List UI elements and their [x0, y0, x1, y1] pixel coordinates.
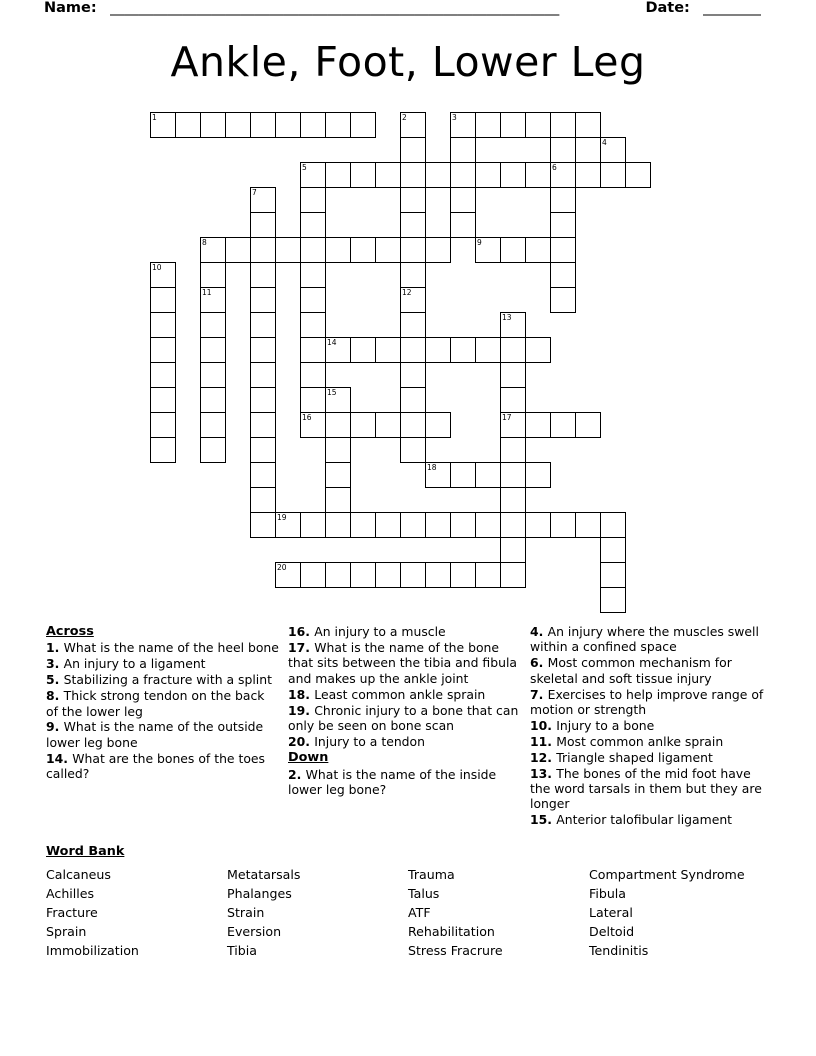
clue-number: 19.: [288, 702, 315, 718]
clue-text: Anterior talofibular ligament: [556, 812, 733, 828]
clue-number: 3.: [46, 656, 64, 672]
crossword-cell[interactable]: [475, 562, 501, 588]
crossword-cell[interactable]: [200, 237, 226, 263]
word-bank-item: Fracture: [46, 905, 98, 920]
crossword-cell[interactable]: [400, 137, 426, 163]
crossword-cell[interactable]: [150, 337, 176, 363]
clue-section-heading: Across: [46, 624, 94, 639]
clue-item: [46, 656, 280, 671]
crossword-cell[interactable]: [400, 337, 426, 363]
crossword-cell[interactable]: [225, 112, 251, 138]
crossword-cell[interactable]: [150, 387, 176, 413]
clue-item: [530, 812, 764, 827]
crossword-cell[interactable]: [350, 337, 376, 363]
crossword-cell[interactable]: [300, 237, 326, 263]
crossword-cell-number: 17: [502, 413, 512, 422]
crossword-cell[interactable]: [400, 412, 426, 438]
crossword-cell[interactable]: [250, 237, 276, 263]
crossword-cell[interactable]: [275, 512, 301, 538]
clue-text: The bones of the mid foot have the word tarsals in them but they are longer: [530, 765, 762, 812]
crossword-cell[interactable]: [400, 237, 426, 263]
word-bank-item: Eversion: [227, 924, 282, 939]
crossword-cell[interactable]: [200, 437, 226, 463]
clue-text: What is the name of the inside lower leg bone?: [288, 766, 497, 798]
crossword-cell-number: 6: [552, 163, 557, 172]
crossword-cell[interactable]: [550, 212, 576, 238]
crossword-cell[interactable]: [525, 512, 551, 538]
clue-text: Stabilizing a fracture with a splint: [63, 672, 272, 688]
crossword-cell[interactable]: [550, 412, 576, 438]
crossword-cell-number: 13: [502, 313, 512, 322]
crossword-cell[interactable]: [275, 562, 301, 588]
crossword-cell-number: 7: [252, 188, 257, 197]
word-bank-item: Immobilization: [46, 943, 139, 958]
crossword-cell[interactable]: [300, 212, 326, 238]
clue-number: 15.: [530, 812, 557, 828]
crossword-cell-number: 18: [427, 463, 437, 472]
name-date-line: [44, 0, 772, 16]
clue-item: [46, 640, 280, 655]
crossword-cell[interactable]: [350, 112, 376, 138]
crossword-cell[interactable]: [250, 487, 276, 513]
crossword-cell-number: 12: [402, 288, 412, 297]
word-bank-item: Compartment Syndrome: [589, 867, 745, 882]
clue-section-heading: Down: [288, 750, 329, 766]
clue-text: What are the bones of the toes called?: [46, 750, 265, 782]
crossword-cell[interactable]: [625, 162, 651, 188]
crossword-cell[interactable]: [250, 512, 276, 538]
crossword-cell[interactable]: [200, 412, 226, 438]
name-blank-rule: ______________________________________________________________: [109, 0, 560, 16]
crossword-cell-number: 15: [327, 388, 337, 397]
crossword-cell[interactable]: [425, 512, 451, 538]
crossword-cell[interactable]: [500, 462, 526, 488]
clue-number: 8.: [46, 688, 64, 704]
crossword-cell[interactable]: [400, 437, 426, 463]
crossword-cell[interactable]: [400, 512, 426, 538]
crossword-cell[interactable]: [400, 387, 426, 413]
crossword-cell[interactable]: [250, 337, 276, 363]
clue-number: 18.: [288, 686, 315, 702]
crossword-cell[interactable]: [350, 562, 376, 588]
word-bank-item: Trauma: [408, 867, 455, 882]
crossword-cell[interactable]: [425, 337, 451, 363]
clue-number: 14.: [46, 750, 73, 766]
crossword-cell[interactable]: [550, 512, 576, 538]
word-bank-item: Phalanges: [227, 886, 292, 901]
crossword-cell[interactable]: [325, 412, 351, 438]
crossword-cell[interactable]: [500, 537, 526, 563]
crossword-cell[interactable]: [500, 412, 526, 438]
crossword-cell[interactable]: [400, 112, 426, 138]
crossword-cell[interactable]: [150, 312, 176, 338]
crossword-cell[interactable]: [500, 162, 526, 188]
crossword-cell[interactable]: [550, 162, 576, 188]
crossword-cell[interactable]: [375, 337, 401, 363]
crossword-cell[interactable]: [525, 112, 551, 138]
crossword-cell[interactable]: [250, 112, 276, 138]
crossword-cell[interactable]: [325, 562, 351, 588]
clue-text: Most common anlke sprain: [556, 733, 724, 749]
crossword-cell[interactable]: [525, 412, 551, 438]
crossword-cell[interactable]: [150, 262, 176, 288]
crossword-cell[interactable]: [500, 312, 526, 338]
crossword-cell[interactable]: [300, 262, 326, 288]
word-bank-item: Metatarsals: [227, 867, 301, 882]
crossword-cell[interactable]: [250, 462, 276, 488]
clue-number: 7.: [530, 686, 548, 702]
crossword-cell[interactable]: [250, 262, 276, 288]
word-bank-item: Tibia: [227, 943, 258, 958]
crossword-cell[interactable]: [400, 262, 426, 288]
crossword-cell[interactable]: [200, 362, 226, 388]
crossword-cell[interactable]: [450, 162, 476, 188]
clue-number: 13.: [530, 765, 557, 781]
crossword-cell[interactable]: [425, 462, 451, 488]
crossword-cell[interactable]: [300, 337, 326, 363]
crossword-grid: [0, 106, 816, 626]
crossword-cell[interactable]: [325, 237, 351, 263]
crossword-cell[interactable]: [425, 562, 451, 588]
crossword-cell[interactable]: [200, 262, 226, 288]
crossword-cell[interactable]: [600, 537, 626, 563]
clue-number: 1.: [46, 640, 64, 656]
crossword-cell[interactable]: [250, 387, 276, 413]
crossword-cell-number: 3: [452, 113, 457, 122]
clue-text: Most common mechanism for skeletal and soft tissue injury: [530, 655, 732, 686]
crossword-cell[interactable]: [325, 512, 351, 538]
crossword-cell[interactable]: [250, 412, 276, 438]
crossword-cell[interactable]: [225, 237, 251, 263]
crossword-cell[interactable]: [500, 487, 526, 513]
crossword-cell[interactable]: [150, 412, 176, 438]
crossword-cell[interactable]: [375, 162, 401, 188]
clue-text: Injury to a tendon: [314, 733, 425, 749]
word-bank-column: [46, 865, 227, 960]
crossword-cell-number: 19: [277, 513, 287, 522]
crossword-cell[interactable]: [325, 387, 351, 413]
name-label: Name:: [44, 0, 97, 16]
clue-number: 5.: [46, 672, 64, 688]
crossword-cell[interactable]: [150, 437, 176, 463]
clue-number: 10.: [530, 717, 557, 733]
crossword-cell[interactable]: [550, 287, 576, 313]
crossword-cell[interactable]: [550, 187, 576, 213]
crossword-cell[interactable]: [450, 112, 476, 138]
crossword-cell[interactable]: [350, 237, 376, 263]
crossword-cell-number: 10: [152, 263, 162, 272]
clue-item: [46, 672, 280, 687]
word-bank-item: Lateral: [589, 905, 633, 920]
crossword-cell[interactable]: [300, 362, 326, 388]
word-bank-item: ATF: [408, 905, 431, 920]
crossword-cell[interactable]: [550, 112, 576, 138]
crossword-cell[interactable]: [400, 212, 426, 238]
crossword-cell[interactable]: [250, 287, 276, 313]
clue-item: [288, 687, 522, 702]
crossword-cell[interactable]: [525, 162, 551, 188]
crossword-cell[interactable]: [375, 562, 401, 588]
crossword-cell[interactable]: [550, 262, 576, 288]
crossword-cell-number: 20: [277, 563, 287, 572]
crossword-cell[interactable]: [500, 387, 526, 413]
crossword-cell[interactable]: [200, 312, 226, 338]
clue-item: [46, 719, 280, 750]
word-bank-item: Stress Fracrure: [408, 943, 503, 958]
date-label: Date:: [645, 0, 690, 16]
crossword-cell-number: 16: [302, 413, 312, 422]
clue-text: What is the name of the bone that sits between the tibia and fibula and makes up the ankle joint: [288, 639, 517, 686]
clue-item: [530, 655, 764, 686]
clue-text: An injury where the muscles swell within a confined space: [530, 624, 759, 655]
crossword-cell[interactable]: [450, 137, 476, 163]
crossword-cell[interactable]: [475, 112, 501, 138]
clue-column: [46, 624, 288, 828]
clue-column: [288, 624, 530, 828]
crossword-cell[interactable]: [300, 162, 326, 188]
crossword-cell[interactable]: [475, 237, 501, 263]
clue-text: An injury to a muscle: [314, 624, 446, 639]
clue-number: 20.: [288, 733, 315, 749]
crossword-cell[interactable]: [575, 412, 601, 438]
word-bank-section: [46, 844, 772, 960]
clues-section: [46, 624, 772, 828]
clue-item: [288, 767, 522, 798]
crossword-cell[interactable]: [300, 562, 326, 588]
crossword-cell[interactable]: [375, 412, 401, 438]
crossword-cell[interactable]: [150, 362, 176, 388]
crossword-cell-number: 5: [302, 163, 307, 172]
crossword-cell[interactable]: [600, 137, 626, 163]
crossword-cell[interactable]: [325, 112, 351, 138]
crossword-cell[interactable]: [450, 562, 476, 588]
crossword-cell[interactable]: [400, 562, 426, 588]
clue-text: What is the name of the heel bone: [63, 640, 279, 656]
crossword-cell[interactable]: [450, 462, 476, 488]
word-bank-item: Strain: [227, 905, 265, 920]
crossword-cell[interactable]: [400, 312, 426, 338]
crossword-cell[interactable]: [600, 512, 626, 538]
crossword-cell[interactable]: [575, 112, 601, 138]
crossword-cell[interactable]: [600, 562, 626, 588]
crossword-cell[interactable]: [425, 162, 451, 188]
crossword-cell[interactable]: [250, 312, 276, 338]
date-blank-rule: ________: [702, 0, 761, 16]
clue-item: [288, 703, 522, 734]
crossword-cell[interactable]: [450, 337, 476, 363]
crossword-cell[interactable]: [300, 412, 326, 438]
crossword-cell[interactable]: [475, 462, 501, 488]
clue-number: 2.: [288, 766, 306, 782]
crossword-cell[interactable]: [150, 287, 176, 313]
crossword-cell[interactable]: [300, 112, 326, 138]
crossword-cell[interactable]: [250, 187, 276, 213]
crossword-cell[interactable]: [300, 512, 326, 538]
crossword-cell-number: 1: [152, 113, 157, 122]
crossword-cell[interactable]: [600, 587, 626, 613]
crossword-cell[interactable]: [300, 187, 326, 213]
crossword-cell[interactable]: [275, 237, 301, 263]
crossword-cell-number: 8: [202, 238, 207, 247]
clue-text: Injury to a bone: [556, 717, 655, 733]
crossword-cell-number: 14: [327, 338, 337, 347]
crossword-cell[interactable]: [350, 412, 376, 438]
word-bank-item: Deltoid: [589, 924, 635, 939]
crossword-cell-number: 2: [402, 113, 407, 122]
clue-text: Least common ankle sprain: [314, 686, 486, 702]
clue-text: Chronic injury to a bone that can only be seen on bone scan: [288, 702, 519, 733]
crossword-cell[interactable]: [275, 112, 301, 138]
crossword-cell[interactable]: [175, 112, 201, 138]
crossword-cell[interactable]: [200, 287, 226, 313]
crossword-cell[interactable]: [600, 162, 626, 188]
crossword-cell[interactable]: [325, 462, 351, 488]
crossword-cell[interactable]: [475, 162, 501, 188]
clue-column: [530, 624, 772, 828]
clue-item: [46, 751, 280, 782]
clue-item: [530, 687, 764, 718]
crossword-cell[interactable]: [250, 212, 276, 238]
clue-number: 4.: [530, 624, 548, 639]
crossword-cell[interactable]: [475, 512, 501, 538]
clue-item: [288, 624, 522, 639]
crossword-cell[interactable]: [400, 362, 426, 388]
crossword-cell[interactable]: [500, 512, 526, 538]
crossword-cell-number: 9: [477, 238, 482, 247]
clue-number: 6.: [530, 655, 548, 671]
clue-item: [46, 688, 280, 719]
crossword-cell[interactable]: [450, 512, 476, 538]
clue-item: [530, 750, 764, 765]
crossword-cell[interactable]: [300, 312, 326, 338]
crossword-cell-number: 4: [602, 138, 607, 147]
crossword-cell[interactable]: [200, 387, 226, 413]
word-bank-column: [589, 865, 770, 960]
crossword-cell[interactable]: [525, 237, 551, 263]
word-bank-columns: [46, 865, 772, 960]
clue-text: Exercises to help improve range of motion or strength: [530, 686, 764, 718]
crossword-cell[interactable]: [350, 512, 376, 538]
crossword-cell[interactable]: [500, 437, 526, 463]
clue-number: 11.: [530, 733, 557, 749]
crossword-cell[interactable]: [500, 562, 526, 588]
crossword-cell[interactable]: [325, 337, 351, 363]
crossword-cell[interactable]: [525, 462, 551, 488]
clue-item: [530, 624, 764, 655]
word-bank-item: Fibula: [589, 886, 627, 901]
word-bank-item: Sprain: [46, 924, 87, 939]
crossword-cell[interactable]: [500, 237, 526, 263]
crossword-cell[interactable]: [500, 112, 526, 138]
crossword-cell[interactable]: [400, 187, 426, 213]
crossword-cell[interactable]: [525, 337, 551, 363]
word-bank-heading: Word Bank: [46, 844, 125, 859]
word-bank-item: Calcaneus: [46, 867, 111, 882]
crossword-cell[interactable]: [325, 437, 351, 463]
clue-number: 9.: [46, 719, 64, 735]
crossword-cell[interactable]: [325, 487, 351, 513]
crossword-cell[interactable]: [400, 162, 426, 188]
clue-item: [530, 718, 764, 733]
crossword-cell[interactable]: [200, 337, 226, 363]
clue-item: [288, 640, 522, 686]
clue-number: 16.: [288, 624, 315, 639]
clue-item: [530, 766, 764, 812]
clue-text: What is the name of the outside lower leg bone: [46, 719, 264, 750]
word-bank-item: Talus: [408, 886, 440, 901]
crossword-cell[interactable]: [375, 237, 401, 263]
crossword-cell-number: 11: [202, 288, 212, 297]
crossword-cell[interactable]: [575, 512, 601, 538]
word-bank-item: Rehabilitation: [408, 924, 495, 939]
clue-text: Triangle shaped ligament: [556, 749, 713, 765]
clue-text: An injury to a ligament: [63, 656, 206, 672]
crossword-cell[interactable]: [550, 137, 576, 163]
word-bank-column: [408, 865, 589, 960]
crossword-cell[interactable]: [150, 112, 176, 138]
clue-item: [288, 734, 522, 749]
clue-item: [530, 734, 764, 749]
word-bank-column: [227, 865, 408, 960]
crossword-cell[interactable]: [425, 412, 451, 438]
crossword-cell[interactable]: [250, 362, 276, 388]
crossword-cell[interactable]: [325, 162, 351, 188]
crossword-cell[interactable]: [300, 387, 326, 413]
clue-text: Thick strong tendon on the back of the lower leg: [46, 688, 265, 719]
crossword-cell[interactable]: [200, 112, 226, 138]
crossword-cell[interactable]: [400, 287, 426, 313]
clue-number: 12.: [530, 749, 557, 765]
crossword-cell[interactable]: [450, 212, 476, 238]
crossword-cell[interactable]: [250, 437, 276, 463]
page-title: Ankle, Foot, Lower Leg: [170, 38, 646, 86]
crossword-cell[interactable]: [500, 362, 526, 388]
crossword-cell[interactable]: [350, 162, 376, 188]
word-bank-item: Tendinitis: [589, 943, 649, 958]
crossword-cell[interactable]: [425, 237, 451, 263]
crossword-cell[interactable]: [575, 162, 601, 188]
crossword-cell[interactable]: [475, 337, 501, 363]
crossword-cell[interactable]: [500, 337, 526, 363]
crossword-cell[interactable]: [300, 287, 326, 313]
word-bank-item: Achilles: [46, 886, 95, 901]
crossword-cell[interactable]: [550, 237, 576, 263]
clue-number: 17.: [288, 639, 315, 655]
crossword-cell[interactable]: [375, 512, 401, 538]
crossword-cell[interactable]: [450, 187, 476, 213]
